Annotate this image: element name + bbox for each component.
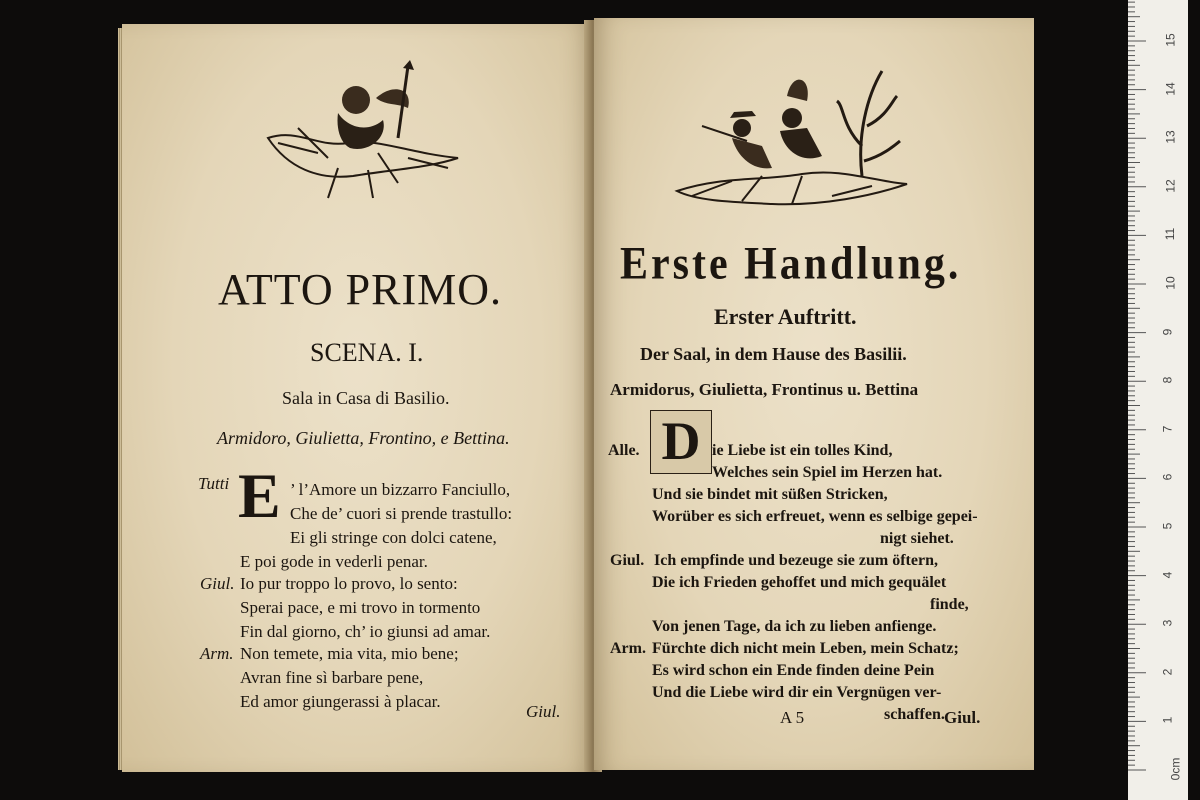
signature-mark: A 5 <box>780 708 805 727</box>
ruler-label: 12 <box>1163 179 1178 193</box>
ruler-label: 1 <box>1160 717 1175 724</box>
verse-line: Fürchte dich nicht mein Leben, mein Schatz; <box>652 640 959 657</box>
measuring-ruler <box>1128 0 1188 800</box>
ruler-label: 9 <box>1160 328 1175 335</box>
ruler-label: 0cm <box>1168 757 1183 781</box>
verse-line: Und die Liebe wird dir ein Vergnügen ver- <box>652 684 942 701</box>
verse-line: Che de’ cuori si prende trastullo: <box>290 504 513 523</box>
speaker-arm: Arm. <box>610 640 646 657</box>
speaker-giul: Giul. <box>200 574 235 593</box>
verse-line: ’ l’Amore un bizzarro Fanciullo, <box>290 480 511 499</box>
verse-line: Und sie bindet mit süßen Stricken, <box>652 486 888 503</box>
verse-line: Fin dal giorno, ch’ io giunsi ad amar. <box>240 622 491 641</box>
ruler-ticks <box>1128 0 1188 800</box>
ruler-label: 11 <box>1163 228 1178 241</box>
verse-line: schaffen. <box>884 706 945 723</box>
ruler-label: 7 <box>1160 425 1175 433</box>
speaker-giul: Giul. <box>610 552 645 569</box>
ruler-label: 10 <box>1163 276 1178 290</box>
verse-line: Non temete, mia vita, mio bene; <box>240 644 459 663</box>
shepherds-vignette <box>672 56 912 216</box>
left-page <box>122 24 592 772</box>
verse-line: finde, <box>930 596 969 613</box>
catchword-right: Giul. <box>944 708 981 727</box>
verse-line: Welches sein Spiel im Herzen hat. <box>712 464 943 481</box>
verse-line: ie Liebe ist ein tolles Kind, <box>712 442 893 459</box>
dropcap-e: E <box>238 460 281 531</box>
ruler-label: 2 <box>1160 668 1175 676</box>
ruler-label: 3 <box>1160 619 1175 627</box>
right-page <box>594 18 1034 770</box>
verse-line: Ed amor giungerassi à placar. <box>240 692 441 711</box>
verse-line: Die ich Frieden gehoffet und mich gequälet <box>652 574 947 591</box>
ruler-label: 14 <box>1163 81 1178 96</box>
ruler-label: 6 <box>1160 474 1175 481</box>
verse-line: Avran fine sì barbare pene, <box>240 668 424 687</box>
cherub-vignette <box>258 58 478 208</box>
speaker-tutti: Tutti <box>198 474 230 493</box>
ruler-label: 4 <box>1160 571 1175 578</box>
setting-german: Der Saal, in dem Hause des Basilii. <box>640 344 907 364</box>
ruler-label: 13 <box>1163 130 1178 144</box>
ruler-label: 5 <box>1160 522 1175 530</box>
act-title-german: Erste Handlung. <box>620 238 962 290</box>
cast-list-german: Armidorus, Giulietta, Frontinus u. Bettina <box>610 380 919 399</box>
act-title-italian: ATTO PRIMO. <box>218 265 503 314</box>
verse-line: Es wird schon ein Ende finden deine Pein <box>652 662 935 679</box>
scene-title-german: Erster Auftritt. <box>714 304 857 329</box>
catchword-left: Giul. <box>526 702 561 721</box>
speaker-arm: Arm. <box>200 644 234 663</box>
verse-line: Io pur troppo lo provo, lo sento: <box>240 574 458 593</box>
ruler-label: 15 <box>1163 33 1178 47</box>
ruler-label: 8 <box>1160 376 1175 384</box>
verse-line: Sperai pace, e mi trovo in tormento <box>240 598 481 617</box>
verse-line: E poi gode in vederli penar. <box>240 552 428 571</box>
setting-italian: Sala in Casa di Basilio. <box>282 388 450 408</box>
dropcap-d: D <box>650 410 712 474</box>
verse-line: Ich empfinde und bezeuge sie zum öftern, <box>654 552 938 569</box>
cast-list-italian: Armidoro, Giulietta, Frontino, e Bettina. <box>217 428 510 448</box>
verse-line: Von jenen Tage, da ich zu lieben anfienge. <box>652 618 937 635</box>
verse-line: Ei gli stringe con dolci catene, <box>290 528 497 547</box>
scene-title-italian: SCENA. I. <box>310 338 424 367</box>
verse-line: nigt siehet. <box>880 530 954 547</box>
verse-line: Worüber es sich erfreuet, wenn es selbige gepei- <box>652 508 978 525</box>
speaker-alle: Alle. <box>608 442 640 459</box>
